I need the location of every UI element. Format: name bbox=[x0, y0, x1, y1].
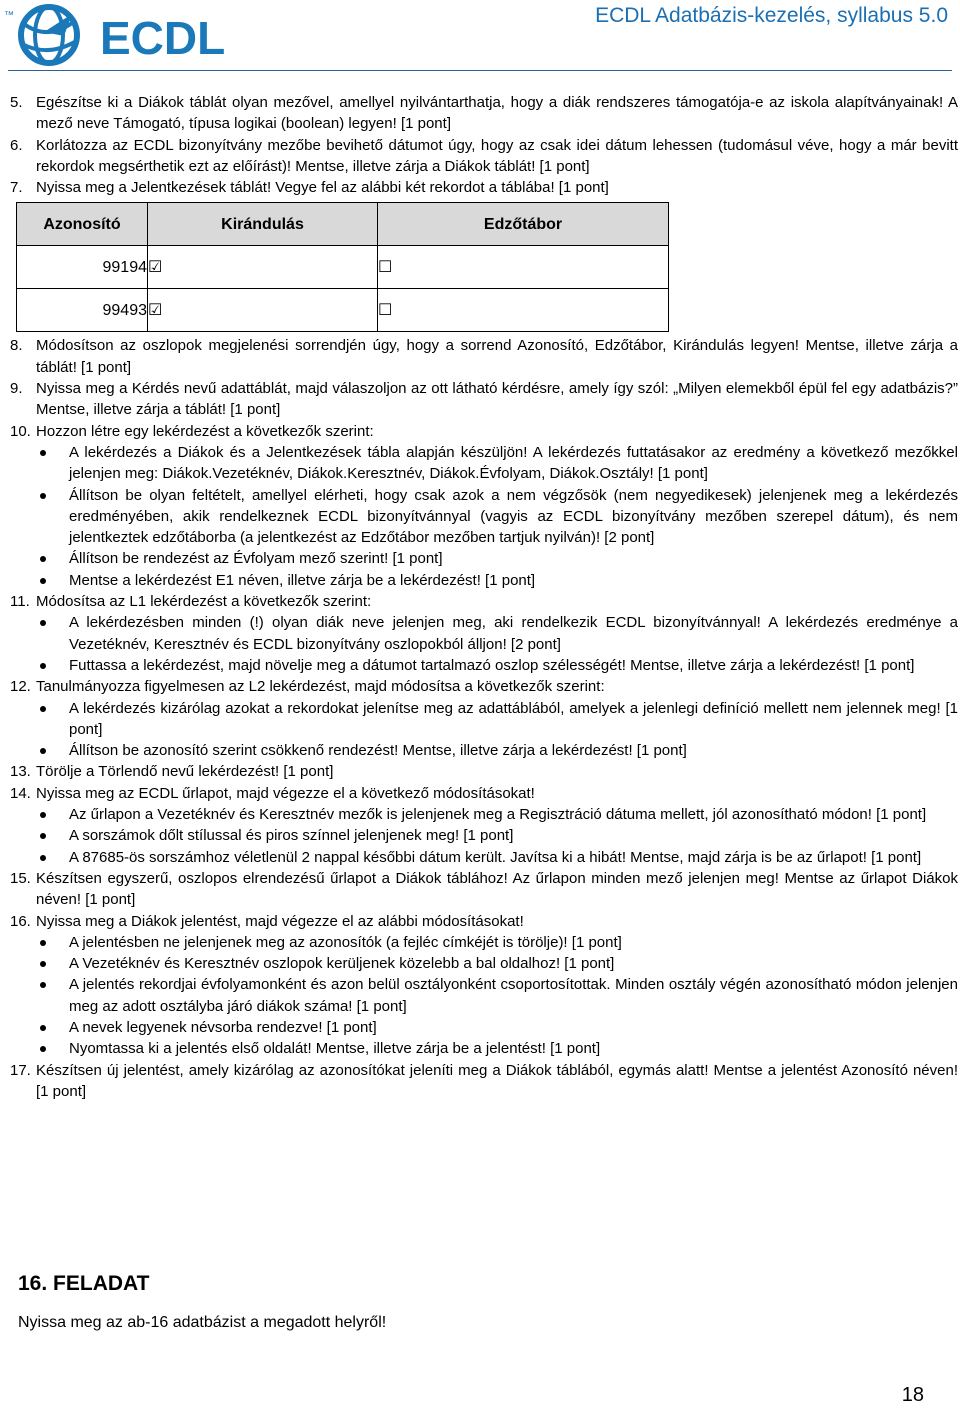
task-5 bbox=[10, 92, 958, 135]
task-number: 8. bbox=[10, 337, 23, 355]
task-text: Nyissa meg a Diákok jelentést, majd végezze el az alábbi módosításokat! bbox=[36, 912, 524, 930]
bullet-icon bbox=[10, 570, 69, 591]
bullet-text: A lekérdezésben minden (!) olyan diák neve jelenjen meg, aki rendelkezik ECDL bizonyítvánnyal! A lekérdezés eredménye a Vezetéknév, Keresztnév és ECDL bizonyítvány oszlopokból álljon! [2 pont] bbox=[69, 614, 958, 653]
task-7 bbox=[10, 177, 958, 198]
task-text: Korlátozza az ECDL bizonyítvány mezőbe bevihető dátumot úgy, hogy az csak idei dátum lehessen (tudomásul véve, hogy a már bevitt rekordok megsérthetik ezt az előírást)! Mentse, illetve zárja a Diákok táblát! [1 pont] bbox=[36, 136, 958, 175]
task-12 bbox=[10, 676, 958, 697]
task-text: Készítsen egyszerű, oszlopos elrendezésű űrlapot a Diákok táblához! Az űrlapon minden mező jelenjen meg! Mentse az űrlapot Diákok néven! [1 pont] bbox=[36, 869, 958, 909]
bullet-text: A sorszámok dőlt stílussal és piros színnel jelenjenek meg! [1 pont] bbox=[69, 827, 514, 845]
table-row bbox=[17, 289, 669, 332]
column-header: Kirándulás bbox=[148, 203, 378, 246]
page-header bbox=[0, 0, 960, 70]
bullet-text: A 87685-ös sorszámhoz véletlenül 2 nappal későbbi dátum került. Javítsa ki a hibát! Mentse, majd zárja is be az űrlapot! [1 pont] bbox=[69, 848, 922, 866]
task-16 bbox=[10, 911, 958, 932]
task-number: 5. bbox=[10, 94, 23, 111]
bullet-text: A lekérdezés a Diákok és a Jelentkezések tábla alapján készüljön! A lekérdezés futtatásakor az eredmény a következő mezőkkel jelenjen meg: Diákok.Vezetéknév, Diákok.Keresztnév, Diákok.Évfolyam, Diákok.Osztály! [1 pont] bbox=[69, 443, 958, 483]
list-item bbox=[10, 442, 958, 485]
section-instruction: Nyissa meg az ab-16 adatbázist a megadott helyről! bbox=[18, 1314, 387, 1331]
task-number: 7. bbox=[10, 179, 23, 197]
column-header: Edzőtábor bbox=[378, 203, 669, 246]
list-item bbox=[10, 655, 958, 676]
bullet-icon bbox=[10, 825, 69, 846]
header-title: ECDL Adatbázis-kezelés, syllabus 5.0 bbox=[595, 4, 948, 27]
list-item bbox=[10, 953, 958, 974]
bullet-icon bbox=[10, 698, 69, 741]
trademark-symbol: ™ bbox=[4, 10, 14, 21]
list-item bbox=[10, 974, 958, 1017]
task-8 bbox=[10, 335, 958, 378]
task-6 bbox=[10, 135, 958, 178]
bullet-icon bbox=[10, 548, 69, 569]
id-cell: 99194 bbox=[17, 246, 148, 289]
list-item bbox=[10, 825, 958, 846]
bullet-text: Állítson be olyan feltételt, amellyel elérheti, hogy csak azok a nem végzősök (nem negyedikesek) jelenjenek meg a lekérdezés eredményében, akik rendelkeznek ECDL bizonyítvánnyal (vagyis az ECDL bizonyítvány mezőben szerepel dátum), és nem jelentkeztek edzőtáborba (a jelentkezést az Edzőtábor mezőben tartjuk nyilván)! [2 pont] bbox=[69, 486, 958, 547]
bullet-icon bbox=[10, 1038, 69, 1059]
bullet-icon bbox=[10, 932, 69, 953]
list-item bbox=[10, 1038, 958, 1059]
task-number: 9. bbox=[10, 380, 23, 398]
task-text: Készítsen új jelentést, amely kizárólag az azonosítókat jeleníti meg a Diákok táblából, egymás alatt! Mentse a jelentést Azonosító néven! [1 pont] bbox=[36, 1061, 958, 1100]
list-item bbox=[10, 612, 958, 655]
task-14 bbox=[10, 783, 958, 804]
bullet-icon bbox=[10, 1017, 69, 1038]
bullet-icon bbox=[10, 612, 69, 655]
task-9 bbox=[10, 378, 958, 421]
list-item bbox=[10, 847, 958, 868]
bullet-text: Nyomtassa ki a jelentés első oldalát! Mentse, illetve zárja be a jelentést! [1 pont] bbox=[69, 1040, 601, 1058]
bullet-icon bbox=[10, 655, 69, 676]
header-divider bbox=[8, 70, 952, 71]
page-number: 18 bbox=[901, 1384, 924, 1406]
task-text: Nyissa meg a Jelentkezések táblát! Vegye fel az alábbi két rekordot a táblába! [1 pont] bbox=[36, 179, 609, 197]
bullet-text: A Vezetéknév és Keresztnév oszlopok kerüljenek közelebb a bal oldalhoz! [1 pont] bbox=[69, 955, 615, 973]
column-header: Azonosító bbox=[17, 203, 148, 246]
list-item bbox=[10, 740, 958, 761]
table-row bbox=[17, 246, 669, 289]
list-item bbox=[10, 1017, 958, 1038]
task-text: Tanulmányozza figyelmesen az L2 lekérdezést, majd módosítsa a következők szerint: bbox=[36, 678, 605, 696]
list-item bbox=[10, 548, 958, 569]
unchecked-box-icon: ☐ bbox=[378, 246, 669, 289]
task-text: Hozzon létre egy lekérdezést a következők szerint: bbox=[36, 422, 374, 440]
task-number: 12. bbox=[10, 678, 31, 696]
task-number: 16. bbox=[10, 912, 31, 930]
bullet-text: A jelentés rekordjai évfolyamonként és azon belül osztályonként csoportosítottak. Minden osztály végén azonosítható módon jelenjen meg az adott osztályba járó diákok száma! [1 pont] bbox=[69, 976, 958, 1015]
bullet-icon bbox=[10, 804, 69, 825]
task-text: Módosítsa az L1 lekérdezést a következők szerint: bbox=[36, 593, 372, 611]
task-text: Törölje a Törlendő nevű lekérdezést! [1 pont] bbox=[36, 763, 334, 781]
task-number: 15. bbox=[10, 869, 31, 887]
list-item bbox=[10, 804, 958, 825]
task-10 bbox=[10, 421, 958, 442]
section-heading: 16. FELADAT bbox=[18, 1272, 150, 1295]
task-number: 17. bbox=[10, 1061, 31, 1079]
bullet-text: Mentse a lekérdezést E1 néven, illetve zárja be a lekérdezést! [1 pont] bbox=[69, 571, 536, 589]
table-header-row bbox=[17, 203, 669, 246]
checked-box-icon: ☑ bbox=[148, 246, 378, 289]
bullet-text: A jelentésben ne jelenjenek meg az azonosítók (a fejléc címkéjét is törölje)! [1 pont] bbox=[69, 933, 622, 951]
bullet-icon bbox=[10, 442, 69, 485]
task-text: Nyissa meg az ECDL űrlapot, majd végezze el a következő módosításokat! bbox=[36, 784, 535, 802]
list-item bbox=[10, 485, 958, 549]
bullet-text: Állítson be azonosító szerint csökkenő rendezést! Mentse, illetve zárja a lekérdezést! [1 pont] bbox=[69, 742, 687, 760]
task-15 bbox=[10, 868, 958, 911]
bullet-text: Állítson be rendezést az Évfolyam mező szerint! [1 pont] bbox=[69, 550, 443, 568]
bullet-text: A nevek legyenek névsorba rendezve! [1 pont] bbox=[69, 1018, 377, 1036]
task-number: 10. bbox=[10, 422, 31, 440]
logo-text: ECDL bbox=[100, 12, 226, 64]
list-item bbox=[10, 570, 958, 591]
task-number: 6. bbox=[10, 136, 23, 154]
task-number: 13. bbox=[10, 763, 31, 781]
task-17 bbox=[10, 1060, 958, 1103]
ecdl-globe-icon bbox=[4, 2, 94, 68]
checked-box-icon: ☑ bbox=[148, 289, 378, 332]
task-number: 11. bbox=[10, 593, 30, 611]
task-13 bbox=[10, 761, 958, 782]
task-text: Nyissa meg a Kérdés nevű adattáblát, majd válaszoljon az ott látható kérdésre, amely így szól: „Milyen elemekből épül fel egy adatbázis?” Mentse, illetve zárja a táblát! [1 pont] bbox=[36, 380, 958, 419]
task-text: Egészítse ki a Diákok táblát olyan mezővel, amellyel nyilvántarthatja, hogy a diák rendszeres támogatója-e az iskola alapítványainak! A mező neve Támogató, típusa logikai (boolean) legyen! [1 pont] bbox=[36, 94, 958, 133]
task-number: 14. bbox=[10, 784, 31, 802]
list-item bbox=[10, 698, 958, 741]
task-text: Módosítson az oszlopok megjelenési sorrendjén úgy, hogy a sorrend Azonosító, Edzőtábor, Kirándulás legyen! Mentse, illetve zárja a táblát! [1 pont] bbox=[36, 337, 958, 376]
bullet-icon bbox=[10, 953, 69, 974]
bullet-icon bbox=[10, 847, 69, 868]
list-item bbox=[10, 932, 958, 953]
bullet-icon bbox=[10, 740, 69, 761]
task-11 bbox=[10, 591, 958, 612]
records-table bbox=[16, 202, 669, 332]
bullet-icon bbox=[10, 974, 69, 1017]
bullet-icon bbox=[10, 485, 69, 549]
bullet-text: Az űrlapon a Vezetéknév és Keresztnév mezők is jelenjenek meg a Regisztráció dátuma mellett, jól azonosítható módon! [1 pont] bbox=[69, 806, 927, 824]
exercise-list bbox=[10, 92, 958, 1102]
unchecked-box-icon: ☐ bbox=[378, 289, 669, 332]
bullet-text: Futtassa a lekérdezést, majd növelje meg a dátumot tartalmazó oszlop szélességét! Mentse, illetve zárja a lekérdezést! [1 pont] bbox=[69, 656, 915, 674]
bullet-text: A lekérdezés kizárólag azokat a rekordokat jelenítse meg az adattáblából, amelyek a jelenlegi definíció mellett nem jelennek meg! [1 pont] bbox=[69, 699, 958, 738]
id-cell: 99493 bbox=[17, 289, 148, 332]
ecdl-logo bbox=[4, 2, 224, 68]
